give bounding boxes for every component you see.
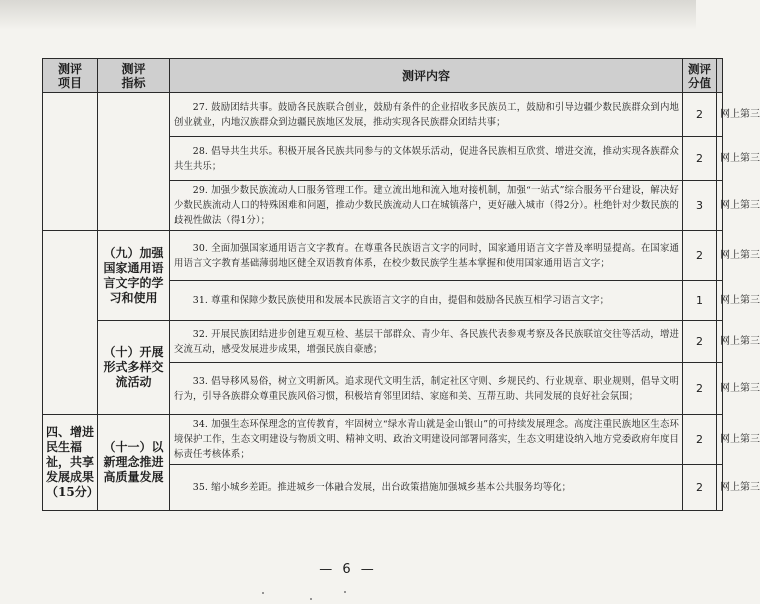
score-31: 1	[683, 281, 717, 321]
method-27: 网上第三	[717, 93, 723, 137]
indicator-eleven: （十一）以新理念推进高质量发展	[98, 415, 170, 511]
header-content: 测评内容	[170, 59, 683, 93]
table-row	[43, 415, 723, 465]
content-item-29: 29. 加强少数民族流动人口服务管理工作。建立流出地和流入地对接机制，加强“一站式”综合服务平台建设，解决好少数民族流动人口的特殊困难和问题，推动少数民族流动人口在城镇落户，更好融入城市（得2分）。杜绝针对少数民族的歧视性做法（得1分）；	[170, 181, 683, 231]
indicator-ten: （十）开展形式多样交流活动	[98, 321, 170, 415]
scan-speck	[344, 591, 346, 593]
method-30: 网上第三	[717, 231, 723, 281]
project-cell-empty-2	[43, 231, 98, 415]
content-item-34: 34. 加强生态环保理念的宣传教育，牢固树立“绿水青山就是金山银山”的可持续发展理念。高度注重民族地区生态环境保护工作，生态文明建设与物质文明、精神文明、政治文明建设同部署同落实，生态文明建设纳入地方党委政府年度目标责任考核体系；	[170, 415, 683, 465]
content-item-33: 33. 倡导移风易俗，树立文明新风。追求现代文明生活，制定社区守则、乡规民约、行业规章、职业规则，倡导文明行为，引导各族群众尊重民族风俗习惯，积极培育邻里团结、家庭和美、互帮互助、共同发展的良好社会氛围；	[170, 363, 683, 415]
content-item-31: 31. 尊重和保障少数民族使用和发展本民族语言文字的自由，提倡和鼓励各民族互相学习语言文字；	[170, 281, 683, 321]
header-row	[43, 59, 723, 93]
page-number: — 6 —	[319, 562, 377, 577]
score-33: 2	[683, 363, 717, 415]
method-32: 网上第三	[717, 321, 723, 363]
page-edge-shadow	[0, 0, 696, 30]
content-item-28: 28. 倡导共生共乐。积极开展各民族共同参与的文体娱乐活动，促进各民族相互欣赏、增进交流，推动实现各族群众共生共乐；	[170, 137, 683, 181]
project-cell-empty	[43, 93, 98, 231]
score-28: 2	[683, 137, 717, 181]
indicator-cell-empty	[98, 93, 170, 231]
table-row	[43, 321, 723, 363]
header-score: 测评分值	[683, 59, 717, 93]
header-indicator: 测评指标	[98, 59, 170, 93]
score-35: 2	[683, 465, 717, 511]
table-row	[43, 231, 723, 281]
scan-speck	[310, 598, 312, 600]
project-four: 四、增进民生福祉，共享发展成果（15分）	[43, 415, 98, 511]
method-29: 网上第三	[717, 181, 723, 231]
header-project: 测评项目	[43, 59, 98, 93]
score-30: 2	[683, 231, 717, 281]
content-item-32: 32. 开展民族团结进步创建互观互检、基层干部群众、青少年、各民族代表参观考察及各民族联谊交往等活动，增进交流互动，感受发展进步成果，增强民族自豪感；	[170, 321, 683, 363]
method-34: 网上第三	[717, 415, 723, 465]
header-method	[717, 59, 723, 93]
score-27: 2	[683, 93, 717, 137]
score-32: 2	[683, 321, 717, 363]
score-34: 2	[683, 415, 717, 465]
method-35: 网上第三	[717, 465, 723, 511]
method-31: 网上第三	[717, 281, 723, 321]
table-row	[43, 93, 723, 137]
indicator-nine: （九）加强国家通用语言文字的学习和使用	[98, 231, 170, 321]
content-item-35: 35. 缩小城乡差距。推进城乡一体融合发展，出台政策措施加强城乡基本公共服务均等化；	[170, 465, 683, 511]
method-33: 网上第三	[717, 363, 723, 415]
evaluation-table	[42, 58, 760, 511]
score-29: 3	[683, 181, 717, 231]
scan-speck	[262, 592, 264, 594]
method-28: 网上第三	[717, 137, 723, 181]
content-item-27: 27. 鼓励团结共事。鼓励各民族联合创业，鼓励有条件的企业招收多民族员工，鼓励和引导边疆少数民族群众到内地创业就业，内地汉族群众到边疆民族地区发展，推动实现各民族群众团结共事；	[170, 93, 683, 137]
content-item-30: 30. 全面加强国家通用语言文字教育。在尊重各民族语言文字的同时，国家通用语言文字普及率明显提高。在国家通用语言文字教育基础薄弱地区健全双语教育体系，在校少数民族学生基本掌握和使用国家通用语言文字；	[170, 231, 683, 281]
